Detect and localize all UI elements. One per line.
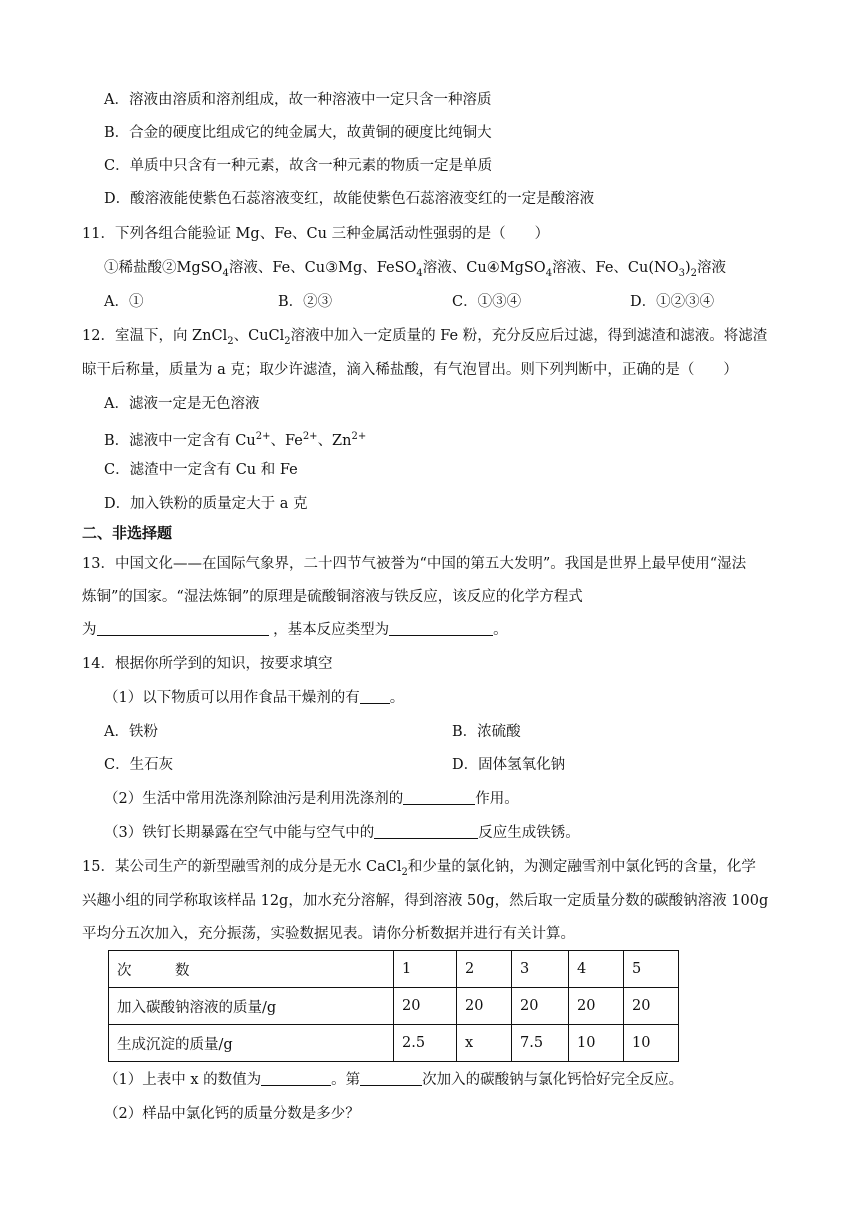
q14-stem: 14．根据你所学到的知识，按要求填空: [82, 656, 333, 672]
table-cell: 20: [624, 988, 679, 1025]
q14-p2-blank[interactable]: [403, 790, 475, 805]
q14-p1-blank[interactable]: [360, 689, 390, 704]
q15-line1: 15．某公司生产的新型融雪剂的成分是无水 CaCl$_2$和少量的氯化钠，为测定融雪剂中氯化钙的含量，化学: [82, 859, 756, 878]
q10-option-c: C．单质中只含有一种元素，故含一种元素的物质一定是单质: [104, 158, 493, 174]
q13-type-blank[interactable]: [389, 621, 493, 636]
table-cell: 20: [512, 988, 569, 1025]
q15-line3: 平均分五次加入，充分振荡，实验数据见表。请你分析数据并进行有关计算。: [82, 926, 575, 942]
q15-part1: （1）上表中 x 的数值为 。第 次加入的碳酸钠与氯化钙恰好完全反应。: [104, 1072, 684, 1088]
q14-part1: （1）以下物质可以用作食品干燥剂的有 。: [104, 690, 405, 706]
q13-line2: 炼铜”的国家。“湿法炼铜”的原理是硫酸铜溶液与铁反应，该反应的化学方程式: [82, 589, 583, 605]
q12-option-b: B．滤液中一定含有 $Cu^{2+}$、$Fe^{2+}$、$Zn^{2+}$: [104, 431, 367, 449]
q14-option-b: B．浓硫酸: [452, 724, 521, 740]
table-cell: 20: [457, 988, 512, 1025]
q14-option-a: A．铁粉: [104, 724, 158, 740]
table-cell: 7.5: [512, 1025, 569, 1062]
table-cell: 10: [569, 1025, 624, 1062]
q12-option-d: D．加入铁粉的质量定大于 a 克: [104, 496, 308, 512]
q11-combos: ①稀盐酸②MgSO$_4$溶液、Fe、Cu③Mg、FeSO$_4$溶液、Cu④MgSO$_4$溶液、Fe、$Cu(NO_3)_2$溶液: [104, 260, 726, 279]
q13-line1: 13．中国文化——在国际气象界，二十四节气被誉为“中国的第五大发明”。我国是世界上最早使用“湿法: [82, 556, 747, 572]
q15-line2: 兴趣小组的同学称取该样品 12g，加水充分溶解，得到溶液 50g，然后取一定质量分数的碳酸钠溶液 100g: [82, 893, 769, 909]
q14-option-d: D．固体氢氧化钠: [452, 757, 566, 773]
table-cell: x: [457, 1025, 512, 1062]
q10-option-d: D．酸溶液能使紫色石蕊溶液变红，故能使紫色石蕊溶液变红的一定是酸溶液: [104, 191, 595, 207]
section-heading: 二、非选择题: [82, 524, 173, 542]
q11-option-b: B．②③: [278, 294, 333, 310]
table-cell: 20: [569, 988, 624, 1025]
q12-option-a: A．滤液一定是无色溶液: [104, 396, 260, 412]
table-cell: 加入碳酸钠溶液的质量/g: [109, 988, 394, 1025]
q15-time-blank[interactable]: [360, 1071, 422, 1086]
table-cell: 生成沉淀的质量/g: [109, 1025, 394, 1062]
table-cell: 5: [624, 951, 679, 988]
table-row: [109, 988, 679, 1025]
q12-stem-line2: 晾干后称量，质量为 a 克；取少许滤渣，滴入稀盐酸，有气泡冒出。则下列判断中，正确的是（ ）: [82, 362, 738, 378]
table-cell: 20: [394, 988, 457, 1025]
table-row: [109, 951, 679, 988]
table-cell: 2.5: [394, 1025, 457, 1062]
q14-option-c: C．生石灰: [104, 757, 174, 773]
q13-equation-blank[interactable]: [97, 621, 269, 636]
data-table: [108, 950, 679, 1062]
q14-part3: （3）铁钉长期暴露在空气中能与空气中的 反应生成铁锈。: [104, 825, 580, 841]
table-cell: 4: [569, 951, 624, 988]
q13-line3: 为 ，基本反应类型为 。: [82, 622, 508, 638]
table-cell: 3: [512, 951, 569, 988]
q15-part2: （2）样品中氯化钙的质量分数是多少？: [104, 1106, 360, 1122]
q15-x-blank[interactable]: [261, 1071, 331, 1086]
q10-option-b: B．合金的硬度比组成它的纯金属大，故黄铜的硬度比纯铜大: [104, 125, 492, 141]
table-cell: 10: [624, 1025, 679, 1062]
table-row: [109, 1025, 679, 1062]
q11-option-c: C．①③④: [452, 294, 522, 310]
q11-option-a: A．①: [104, 294, 144, 310]
q11-option-d: D．①②③④: [630, 294, 715, 310]
q14-p3-blank[interactable]: [374, 824, 478, 839]
table-cell: 1: [394, 951, 457, 988]
q12-option-c: C．滤渣中一定含有 Cu 和 Fe: [104, 462, 298, 478]
q14-part2: （2）生活中常用洗涤剂除油污是利用洗涤剂的 作用。: [104, 791, 519, 807]
q10-option-a: A．溶液由溶质和溶剂组成，故一种溶液中一定只含一种溶质: [104, 92, 492, 108]
table-cell: 次 数: [109, 951, 394, 988]
q12-stem-line1: 12．室温下，向 ZnCl$_2$、CuCl$_2$溶液中加入一定质量的 Fe 粉，充分反应后过滤，得到滤渣和滤液。将滤渣: [82, 328, 768, 347]
q11-stem: 11．下列各组合能验证 Mg、Fe、Cu 三种金属活动性强弱的是（ ）: [82, 226, 550, 242]
table-cell: 2: [457, 951, 512, 988]
